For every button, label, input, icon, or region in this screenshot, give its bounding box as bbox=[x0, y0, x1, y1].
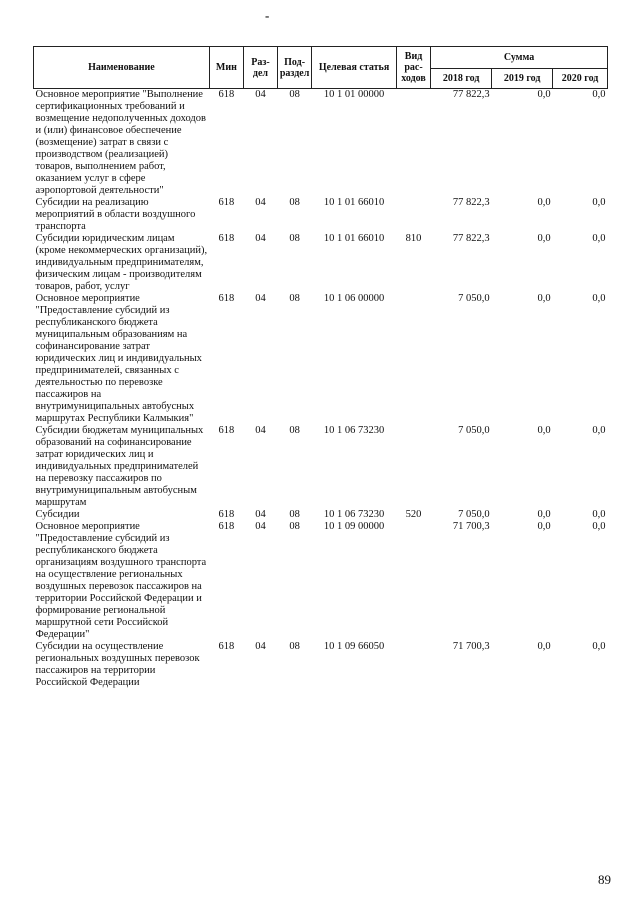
header-min: Мин bbox=[209, 47, 243, 89]
row-target: 10 1 01 66010 bbox=[323, 197, 385, 208]
row-vid bbox=[396, 521, 430, 641]
row-sum-2018: 7 050,0 bbox=[458, 425, 490, 436]
header-year-2018: 2018 год bbox=[431, 69, 492, 89]
row-podrazdel: 08 bbox=[289, 509, 300, 520]
table-row bbox=[34, 641, 608, 689]
row-podrazdel: 08 bbox=[289, 293, 300, 304]
row-podrazdel: 08 bbox=[289, 233, 300, 244]
table-row bbox=[34, 233, 608, 293]
row-sum-2019: 0,0 bbox=[537, 197, 551, 208]
row-vid bbox=[396, 89, 430, 198]
row-sum-2018: 77 822,3 bbox=[452, 89, 490, 100]
table-row bbox=[34, 197, 608, 233]
row-target: 10 1 06 00000 bbox=[323, 293, 385, 304]
row-name: Основное мероприятие "Предоставление субсидий из республиканского бюджета организациям воздушного транспорта на осуществление региональных воздушных перевозок пассажиров на территории Российской Федерации и формирование региональной маршрутной сети Российской Федерации" bbox=[35, 521, 207, 640]
row-podrazdel: 08 bbox=[289, 197, 300, 208]
row-sum-2019: 0,0 bbox=[537, 641, 551, 652]
row-vid bbox=[396, 641, 430, 689]
header-vid: Вид рас-ходов bbox=[396, 47, 430, 89]
row-razdel: 04 bbox=[255, 425, 266, 436]
table-row bbox=[34, 89, 608, 198]
row-name: Субсидии юридическим лицам (кроме некоммерческих организаций), индивидуальным предпринимателям, физическим лицам - производителям товаров, работ, услуг bbox=[35, 233, 208, 292]
row-podrazdel: 08 bbox=[289, 521, 300, 532]
page-number: 89 bbox=[598, 872, 611, 887]
row-min: 618 bbox=[218, 641, 235, 652]
row-sum-2019: 0,0 bbox=[537, 293, 551, 304]
row-sum-2020: 0,0 bbox=[592, 233, 606, 244]
row-sum-2018: 7 050,0 bbox=[458, 509, 490, 520]
table-row bbox=[34, 521, 608, 641]
row-min: 618 bbox=[218, 509, 235, 520]
row-sum-2020: 0,0 bbox=[592, 521, 606, 532]
row-sum-2019: 0,0 bbox=[537, 425, 551, 436]
row-sum-2018: 71 700,3 bbox=[452, 521, 490, 532]
row-vid bbox=[396, 293, 430, 425]
row-min: 618 bbox=[218, 425, 235, 436]
row-min: 618 bbox=[218, 89, 235, 100]
row-target: 10 1 01 66010 bbox=[323, 233, 385, 244]
row-target: 10 1 09 00000 bbox=[323, 521, 385, 532]
row-razdel: 04 bbox=[255, 521, 266, 532]
row-razdel: 04 bbox=[255, 509, 266, 520]
row-razdel: 04 bbox=[255, 641, 266, 652]
header-target: Целевая статья bbox=[312, 47, 397, 89]
row-razdel: 04 bbox=[255, 293, 266, 304]
row-name: Основное мероприятие "Предоставление субсидий из республиканского бюджета муниципальным образованиям на софинансирование затрат юридических лиц и индивидуальных предпринимателей, связанных с деятельностью по перевозке пассажиров на внутримуниципальных автобусных маршрутах Республики Калмыкия" bbox=[35, 293, 202, 424]
row-name: Субсидии на осуществление региональных воздушных перевозок пассажиров на территории Российской Федерации bbox=[35, 641, 200, 688]
row-sum-2020: 0,0 bbox=[592, 425, 606, 436]
row-sum-2020: 0,0 bbox=[592, 641, 606, 652]
row-name: Субсидии бюджетам муниципальных образований на софинансирование затрат юридических лиц и индивидуальных предпринимателей на перевозку пассажиров по внутримуниципальным автобусным маршрутам bbox=[35, 425, 204, 508]
row-target: 10 1 06 73230 bbox=[323, 509, 385, 520]
row-sum-2018: 77 822,3 bbox=[452, 197, 490, 208]
row-min: 618 bbox=[218, 521, 235, 532]
table-row bbox=[34, 425, 608, 509]
row-podrazdel: 08 bbox=[289, 425, 300, 436]
row-sum-2019: 0,0 bbox=[537, 89, 551, 100]
table-row bbox=[34, 293, 608, 425]
header-year-2020: 2020 год bbox=[553, 69, 608, 89]
row-sum-2018: 71 700,3 bbox=[452, 641, 490, 652]
row-name: Субсидии на реализацию мероприятий в области воздушного транспорта bbox=[35, 197, 196, 232]
row-sum-2019: 0,0 bbox=[537, 509, 551, 520]
header-podrazdel: Под-раздел bbox=[278, 47, 312, 89]
row-vid: 810 bbox=[405, 233, 422, 244]
row-sum-2019: 0,0 bbox=[537, 521, 551, 532]
row-razdel: 04 bbox=[255, 233, 266, 244]
row-vid: 520 bbox=[405, 509, 422, 520]
row-razdel: 04 bbox=[255, 89, 266, 100]
row-vid bbox=[396, 425, 430, 509]
header-sum: Сумма bbox=[431, 47, 608, 69]
row-vid bbox=[396, 197, 430, 233]
row-sum-2018: 77 822,3 bbox=[452, 233, 490, 244]
row-min: 618 bbox=[218, 233, 235, 244]
row-min: 618 bbox=[218, 293, 235, 304]
row-name: Основное мероприятие "Выполнение сертификационных требований и возмещение недополученных доходов и (или) финансовое обеспечение (возмещение) затрат в связи с производством (реализацией) товаров, выполнением работ, оказанием услуг в сфере аэропортовой деятельности" bbox=[35, 89, 206, 196]
row-target: 10 1 01 00000 bbox=[323, 89, 385, 100]
row-target: 10 1 06 73230 bbox=[323, 425, 385, 436]
row-sum-2020: 0,0 bbox=[592, 89, 606, 100]
row-min: 618 bbox=[218, 197, 235, 208]
row-name: Субсидии bbox=[35, 509, 80, 520]
page-top-mark: - bbox=[265, 8, 270, 23]
row-razdel: 04 bbox=[255, 197, 266, 208]
row-podrazdel: 08 bbox=[289, 641, 300, 652]
row-podrazdel: 08 bbox=[289, 89, 300, 100]
table-row bbox=[34, 509, 608, 521]
header-razdel: Раз-дел bbox=[243, 47, 277, 89]
table-header bbox=[34, 47, 608, 89]
table-body bbox=[34, 89, 608, 690]
row-sum-2020: 0,0 bbox=[592, 293, 606, 304]
row-sum-2019: 0,0 bbox=[537, 233, 551, 244]
row-sum-2020: 0,0 bbox=[592, 509, 606, 520]
header-year-2019: 2019 год bbox=[492, 69, 553, 89]
row-target: 10 1 09 66050 bbox=[323, 641, 385, 652]
row-sum-2018: 7 050,0 bbox=[458, 293, 490, 304]
budget-table bbox=[33, 46, 608, 689]
row-sum-2020: 0,0 bbox=[592, 197, 606, 208]
header-name: Наименование bbox=[34, 47, 210, 89]
